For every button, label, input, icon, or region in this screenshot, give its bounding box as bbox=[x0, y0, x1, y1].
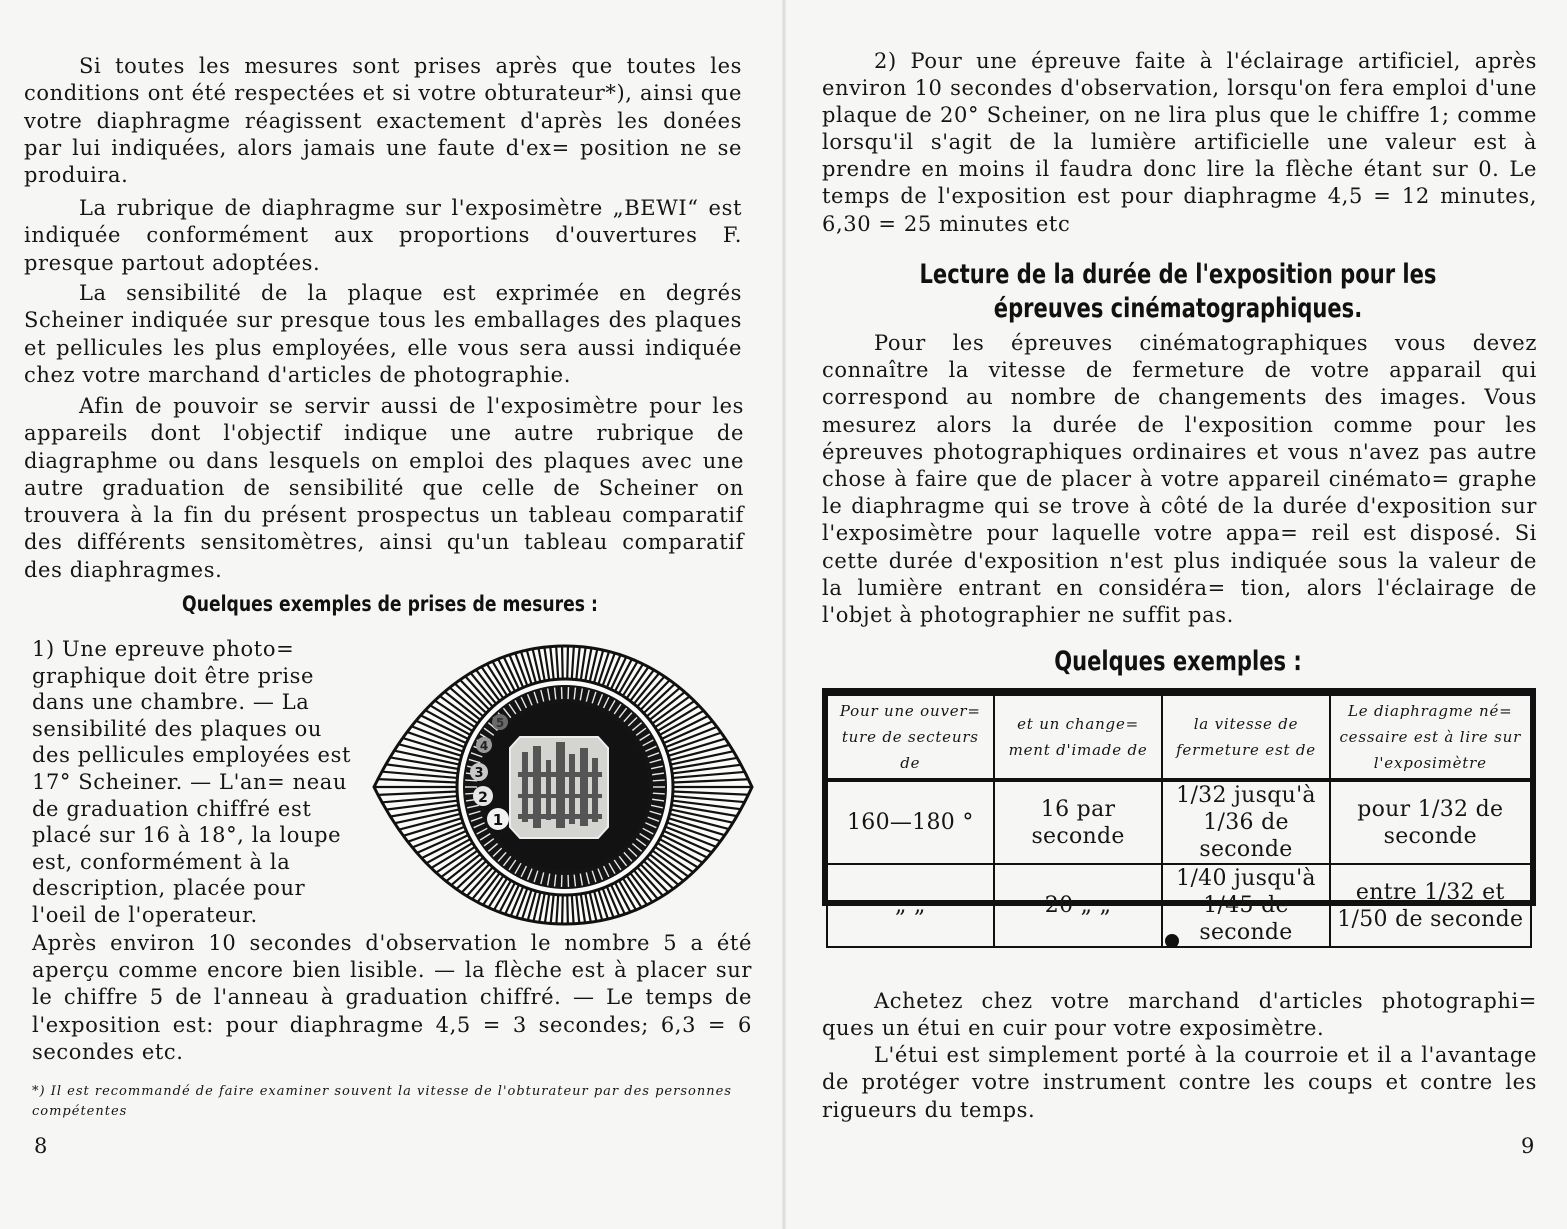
header-shutter-speed: la vitesse de fermeture est de bbox=[1162, 695, 1329, 780]
examples-table bbox=[826, 694, 1532, 948]
header-required-diaphragm: Le diaphragme né= cessaire est à lire sur l'exposimètre bbox=[1330, 695, 1531, 780]
cinema-paragraph: Pour les épreuves cinématographiques vous devez connaître la vitesse de fermeture de votre apparail qui correspond au nombre de changements des images. Vous mesurez alors la durée de l'exposition comme pour les épreuves photographiques ordinaires et vous n'avez pas autre chose à faire que de placer à votre appareil cinémato= graphe le diaphragme qui se trove à côté de la durée d'exposition sur l'exposimètre pour laquelle votre appa= reil est disposé. Si cette durée d'exposition n'est plus indiquée sous la valeur de la lumière entrant en considéra= tion, alors l'éclairage de l'objet à photographier ne suffit pas. bbox=[822, 331, 1537, 628]
exposure-meter-dial-illustration bbox=[370, 642, 756, 926]
cell-sector: „ „ bbox=[827, 864, 994, 947]
closing-paragraph-case: Achetez chez votre marchand d'articles photographi= ques un étui en cuir pour votre exposimètre. bbox=[822, 989, 1537, 1041]
table-row bbox=[827, 780, 1531, 864]
dial-number-5: 5 bbox=[495, 716, 505, 730]
dial-number-3: 3 bbox=[474, 766, 484, 781]
table-header-row bbox=[827, 695, 1531, 780]
paragraph-other-apparatus: Afin de pouvoir se servir aussi de l'exposimètre pour les appareils dont l'objectif indique une autre rubrique de diagraphme ou dans lesquels on emploi des plaques avec une autre graduation de sensibilité que celle de Scheiner on trouvera à la fin du présent prospectus un tableau comparatif des différents sensitomètres, ainsi qu'un tableau comparatif des diaphragmes. bbox=[24, 394, 744, 582]
example-2-text: 2) Pour une épreuve faite à l'éclairage artificiel, après environ 10 secondes d'observation, lorsqu'on fera emploi d'une plaque de 20° Scheiner, on ne lira plus que le chiffre 1; comme lorsqu'il s'agit de la lumière artificielle une valeur est à prendre en moins il faudra donc lire la flèche étant sur 0. Le temps de l'exposition est pour diaphragme 4,5 = 12 minutes, 6,30 = 25 minutes etc bbox=[822, 49, 1537, 236]
paragraph-plate-sensitivity: La sensibilité de la plaque est exprimée en degrés Scheiner indiquée sur presque tous les emballages des plaques et pellicules les plus employées, elle vous sera aussi indiquée chez votre marchand d'articles de photographie. bbox=[24, 281, 742, 387]
paragraph-conditions: Si toutes les mesures sont prises après que toutes les conditions ont été respectées et si votre obturateur*), ainsi que votre diaphragme réagissent exactement d'après les donées par lui indiquées, alors jamais une faute d'ex= position ne se produira. bbox=[24, 54, 742, 188]
page-number-right: 9 bbox=[1521, 1134, 1535, 1158]
page-number-left: 8 bbox=[34, 1134, 48, 1158]
examples-heading: Quelques exemples de prises de mesures : bbox=[182, 592, 598, 616]
footnote: *) Il est recommandé de faire examiner souvent la vitesse de l'obturateur par des personnes compétentes bbox=[32, 1084, 732, 1119]
cell-diaphragm: entre 1/32 et 1/50 de seconde bbox=[1330, 864, 1531, 947]
cell-image-change: 16 par seconde bbox=[994, 780, 1163, 864]
dial-number-1: 1 bbox=[492, 811, 504, 829]
paragraph-diaphragm-rubric: La rubrique de diaphragme sur l'exposimètre „BEWI“ est indiquée conformément aux proportions d'ouvertures F. presque partout adoptées. bbox=[24, 196, 742, 275]
header-image-change: et un change= ment d'imade de bbox=[994, 695, 1163, 780]
cinema-heading-line-2: épreuves cinématographiques. bbox=[993, 293, 1363, 324]
cell-image-change: 20 „ „ bbox=[994, 864, 1163, 947]
closing-paragraph-strap: L'étui est simplement porté à la courroie et il a l'avantage de protéger votre instrument contre les coups et contre les rigueurs du temps. bbox=[822, 1043, 1537, 1122]
example-1-text: 1) Une epreuve photo= graphique doit être prise dans une chambre. — La sensibilité des plaques ou des pellicules employées est 17° Scheiner. — L'an= neau de graduation chiffré est placé sur 16 à 18°, la loupe est, conformément à la description, placée pour l'oeil de l'operateur. bbox=[32, 637, 351, 927]
cell-shutter-speed: 1/40 jusqu'à 1/45 de seconde bbox=[1162, 864, 1329, 947]
header-sector-opening: Pour une ouver= ture de secteurs de bbox=[827, 695, 994, 780]
table-row bbox=[827, 864, 1531, 947]
cell-diaphragm: pour 1/32 de seconde bbox=[1330, 780, 1531, 864]
book-gutter bbox=[782, 0, 786, 1229]
dial-number-2: 2 bbox=[478, 790, 488, 806]
section-bullet bbox=[1165, 934, 1179, 948]
cinema-heading-line-1: Lecture de la durée de l'exposition pour les bbox=[919, 259, 1437, 290]
left-page bbox=[0, 0, 780, 1229]
table-heading: Quelques exemples : bbox=[1054, 646, 1302, 677]
example-1-continued: Après environ 10 secondes d'observation le nombre 5 a été aperçu comme encore bien lisible. — la flèche est à placer sur le chiffre 5 de l'anneau à graduation chiffré. — Le temps de l'exposition est: pour diaphragme 4,5 = 3 secondes; 6,3 = 6 secondes etc. bbox=[32, 931, 752, 1064]
dial-number-4: 4 bbox=[479, 739, 489, 753]
cell-shutter-speed: 1/32 jusqu'à 1/36 de seconde bbox=[1162, 780, 1329, 864]
cell-sector: 160—180 ° bbox=[827, 780, 994, 864]
right-page bbox=[788, 0, 1567, 1229]
